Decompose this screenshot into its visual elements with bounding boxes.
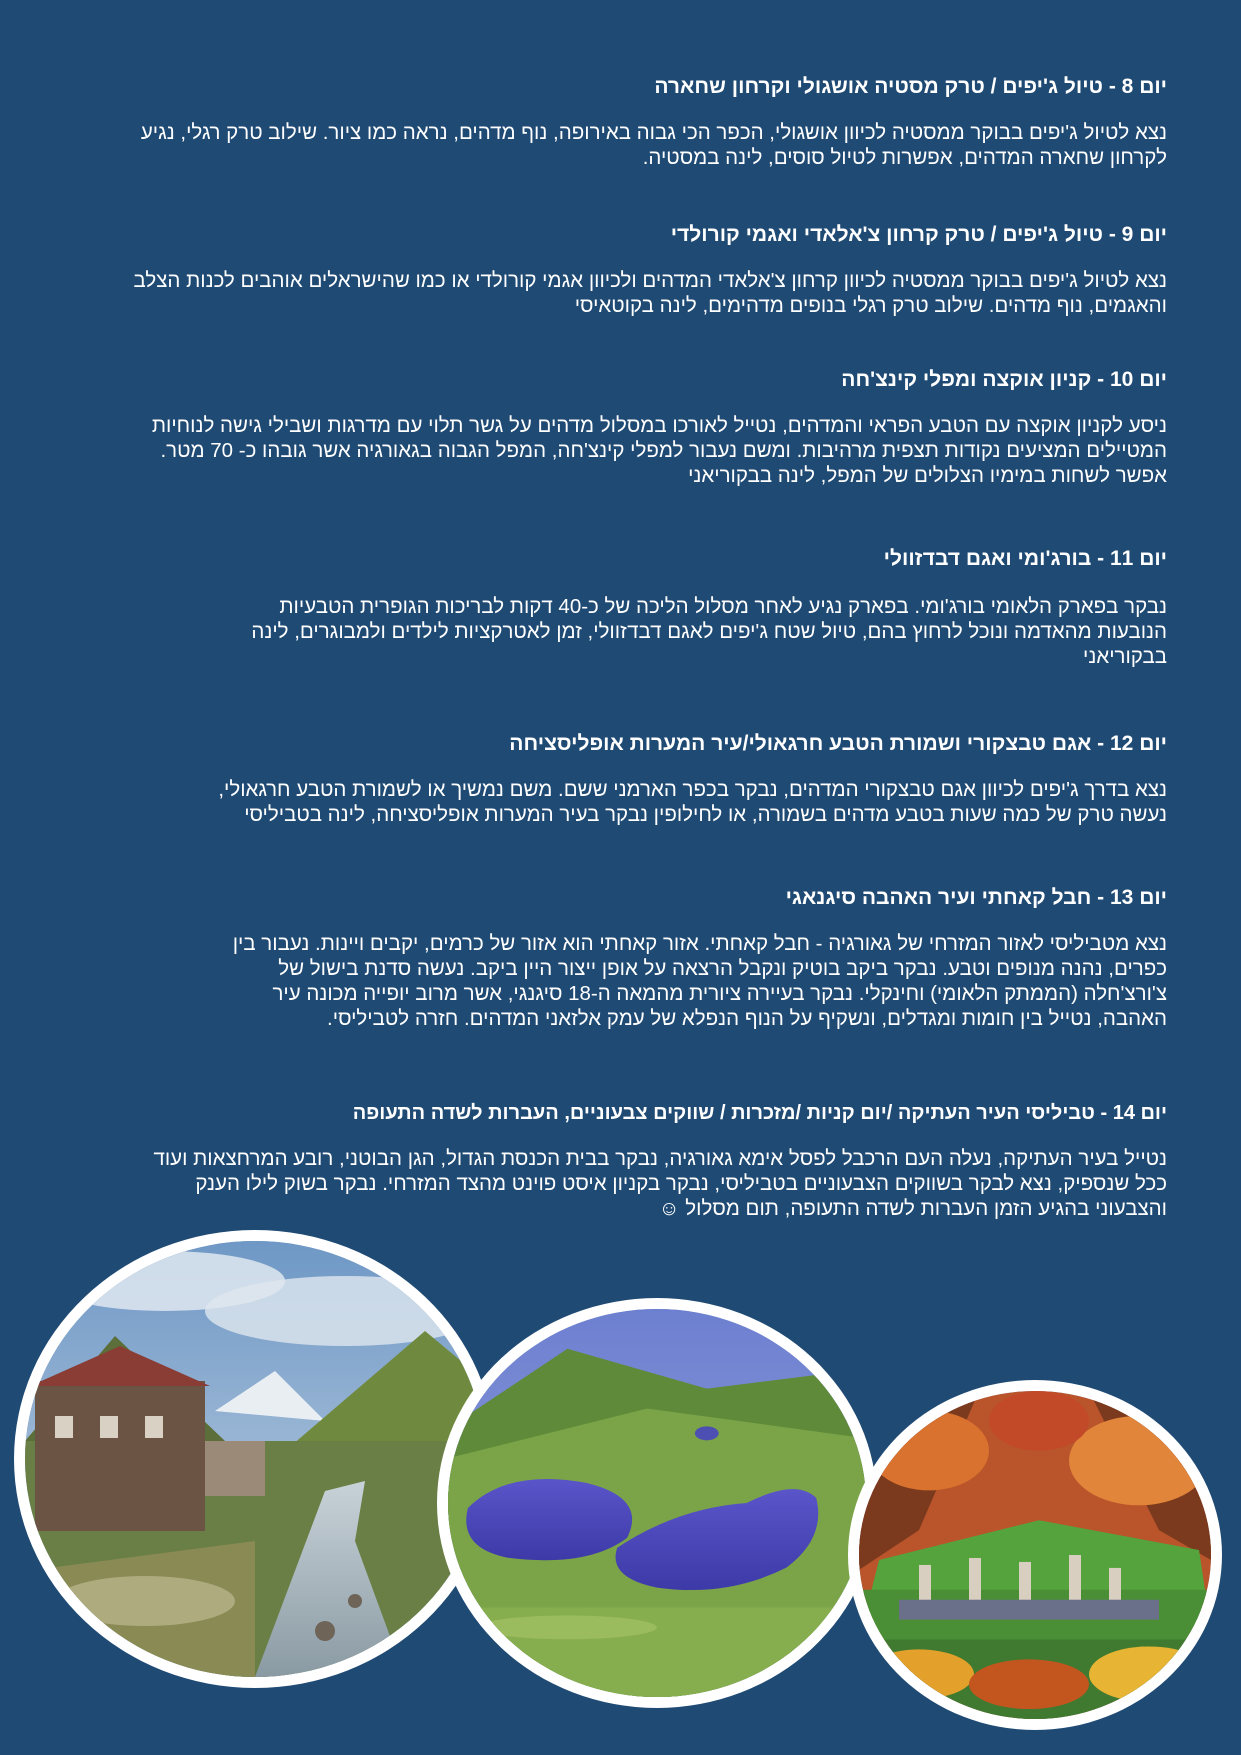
day-10-section — [90, 367, 1167, 488]
day-11-line-3: בבקוריאני — [1083, 645, 1167, 668]
day-8-description — [90, 120, 1167, 170]
day-13-line-2: כפרים, נהנה מנופים וטבע. נבקר ביקב בוטיק ונקבל הרצאה על אופן ייצור היין ביקב. נעשה סדנת בישול של — [278, 957, 1167, 980]
day-8-section — [90, 74, 1167, 170]
day-11-line-2: הנובעות מהאדמה ונוכל לרחוץ בהם, טיול שטח ג'יפים לאגם דבדזוולי, זמן לאטרקציות לילדים ולמבוגרים, לינה — [251, 620, 1167, 643]
day-10-line-1: ניסע לקניון אוקצה עם הטבע הפראי והמדהים, נטייל לאורכו במסלול מדהים על גשר תלוי עם מדרגות ושבילי גישה לנוחיות — [151, 414, 1167, 437]
day-14-line-1: נטייל בעיר העתיקה, נעלה העם הרכבל לפסל אימא גאורגיה, נבקר בבית הכנסת הגדול, הגן הבוטני, רובע המרחצאות ועוד — [153, 1147, 1167, 1170]
day-9-section — [90, 222, 1167, 318]
day-11-line-1: נבקר בפארק הלאומי בורג'ומי. בפארק נגיע לאחר מסלול הליכה של כ-40 דקות לבריכות הגופרית הטבעיות — [279, 595, 1167, 618]
day-8-line-2: לקרחון שחארה המדהים, אפשרות לטיול סוסים, לינה במסטיה. — [642, 146, 1167, 169]
day-14-line-3: והצבעוני בהגיע הזמן העברות לשדה התעופה, תום מסלול ☺ — [658, 1197, 1167, 1220]
day-13-description — [90, 931, 1167, 1031]
day-14-title: יום 14 - טביליסי העיר העתיקה /יום קניות /מזכרות / שווקים צבעוניים, העברות לשדה התעופה — [352, 1102, 1167, 1124]
day-11-title: יום 11 - בורג'ומי ואגם דבדזוולי — [883, 547, 1167, 570]
day-11-description — [90, 594, 1167, 669]
day-13-line-4: האהבה, נטייל בין חומות ומגדלים, ונשקיף על הנוף הנפלא של עמק אלזאני המדהים. חזרה לטביליסי. — [327, 1007, 1167, 1030]
day-13-section — [90, 885, 1167, 1031]
day-9-line-1: נצא לטיול ג'יפים בבוקר ממסטיה לכיוון קרחון צ'אלאדי המדהים ולכיוון אגמי קורולדי או כמו שהישראלים אוהבים לכנות הצלב — [133, 269, 1167, 292]
day-11-section — [90, 546, 1167, 669]
day-10-line-3: אפשר לשחות במימיו הצלולים של המפל, לינה בבקוריאני — [688, 464, 1167, 487]
photo-collage — [0, 1220, 1241, 1720]
day-12-description — [90, 777, 1167, 827]
day-8-title: יום 8 - טיול ג'יפים / טרק מסטיה אושגולי וקרחון שחארה — [654, 75, 1167, 98]
day-13-line-3: צ'ורצ'חלה (הממתק הלאומי) וחינקלי. נבקר בעיירה ציורית מהמאה ה-18 סיגנגי, אשר מרוב יופייה מכונה עיר — [272, 982, 1167, 1005]
day-10-title: יום 10 - קניון אוקצה ומפלי קינצ'חה — [841, 368, 1167, 391]
day-12-line-2: נעשה טרק של כמה שעות בטבע מדהים בשמורה, או לחילופין נבקר בעיר המערות אופליסציחה, לינה בטביליסי — [244, 803, 1167, 826]
day-10-description — [90, 413, 1167, 488]
day-12-section — [90, 731, 1167, 827]
mountain-village-river-photo — [14, 1230, 496, 1688]
day-13-line-1: נצא מטביליסי לאזור המזרחי של גאורגיה - חבל קאחתי. אזור קאחתי הוא אזור של כרמים, יקבים ויינות. נעבור בין — [232, 932, 1167, 955]
day-14-description — [90, 1146, 1167, 1221]
day-10-line-2: המטיילים המציעים נקודות תצפית מרהיבות. ומשם נעבור למפלי קינצ'חה, המפל הגבוה בגאורגיה אשר גובהו כ- 70 מטר. — [160, 439, 1167, 462]
day-9-line-2: והאגמים, נוף מדהים. שילוב טרק רגלי בנופים מדהימים, לינה בקוטאיסי — [574, 294, 1167, 317]
day-8-line-1: נצא לטיול ג'יפים בבוקר ממסטיה לכיוון אושגולי, הכפר הכי גבוה באירופה, נוף מדהים, נראה כמו ציור. שילוב טרק רגלי, נגיע — [140, 121, 1167, 144]
autumn-village-towers-photo — [848, 1380, 1222, 1730]
day-9-description — [90, 268, 1167, 318]
day-14-line-2: ככל שנספיק, נצא לבקר בשווקים הצבעוניים בטביליסי, נבקר בקניון איסט פוינט מהצד המזרחי. נבקר בשוק לילו הענק — [195, 1172, 1167, 1195]
day-12-line-1: נצא בדרך ג'יפים לכיוון אגם טבצקורי המדהים, נבקר בכפר הארמני ששם. משם נמשיך או לשמורת הטבע חרגאולי, — [218, 778, 1167, 801]
day-12-title: יום 12 - אגם טבצקורי ושמורת הטבע חרגאולי/עיר המערות אופליסציחה — [509, 732, 1167, 755]
day-14-section — [90, 1100, 1167, 1221]
day-13-title: יום 13 - חבל קאחתי ועיר האהבה סיגנאגי — [785, 886, 1167, 909]
day-9-title: יום 9 - טיול ג'יפים / טרק קרחון צ'אלאדי ואגמי קורולדי — [670, 223, 1167, 246]
mountain-lakes-photo — [437, 1298, 877, 1708]
